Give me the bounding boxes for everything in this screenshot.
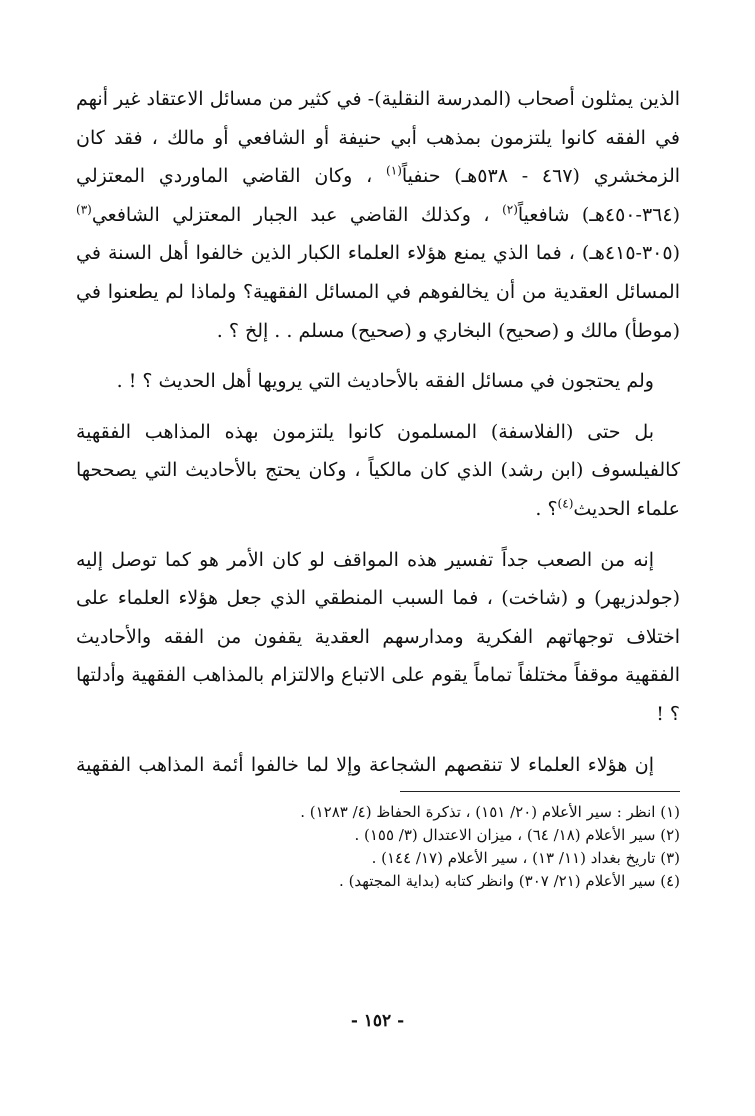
paragraph-5-text: إن هؤلاء العلماء لا تنقصهم الشجاعة وإلا لما خالفوا أئمة المذاهب الفقهية <box>76 753 654 776</box>
footnote-1: (١) انظر : سير الأعلام (٢٠/ ١٥١) ، تذكرة الحفاظ (٤/ ١٢٨٣) . <box>300 803 680 821</box>
paragraph-1 <box>76 80 680 350</box>
footnotes <box>76 801 680 893</box>
page-number: - ١٥٢ - <box>350 1011 405 1031</box>
paragraph-3-tail: ؟ . <box>535 497 558 520</box>
footnote-3: (٣) تاريخ بغداد (١١/ ١٣) ، سير الأعلام (١٧/ ١٤٤) . <box>371 849 680 867</box>
footnote-4: (٤) سير الأعلام (٢١/ ٣٠٧) وانظر كتابه (بداية المجتهد) . <box>339 872 680 890</box>
paragraph-5 <box>76 746 680 785</box>
footnote-ref-2: (٢) <box>502 202 518 217</box>
paragraph-1-text-2: ، وكان القاضي الماوردي المعتزلي (٣٦٤-٤٥٠هـ) شافعياً <box>76 165 680 226</box>
paragraph-2-text: ولم يحتجون في مسائل الفقه بالأحاديث التي يرويها أهل الحديث ؟ ! . <box>116 370 654 393</box>
paragraph-2 <box>76 362 680 401</box>
paragraph-1-text-4: (٣٠٥-٤١٥هـ) ، فما الذي يمنع هؤلاء العلماء الكبار الذين خالفوا أهل السنة في المسائل العقدية من أن يخالفوهم في المسائل الفقهية؟ ولماذا لم يطعنوا في (موطأ) مالك و (صحيح) البخاري و (صحيح) مسلم . . إلخ ؟ . <box>76 242 680 342</box>
paragraph-3-text: بل حتى (الفلاسفة) المسلمون كانوا يلتزمون بهذه المذاهب الفقهية كالفيلسوف (ابن رشد) الذي كان مالكياً ، وكان يحتج بالأحاديث التي يصححها علماء الحديث <box>76 420 680 520</box>
paragraph-1-text-3: ، وكذلك القاضي عبد الجبار المعتزلي الشافعي <box>91 203 490 226</box>
footnote-separator <box>400 791 680 792</box>
paragraph-1-text: الذين يمثلون أصحاب (المدرسة النقلية)- في كثير من مسائل الاعتقاد غير أنهم في الفقه كانوا يلتزمون بمذهب أبي حنيفة أو الشافعي أو مالك ، فقد كان الزمخشري (٤٦٧ - ٥٣٨هـ) حنفياً <box>76 88 681 188</box>
paragraph-4 <box>76 541 680 734</box>
footnote-ref-3: (٣) <box>76 202 92 217</box>
paragraph-4-text: إنه من الصعب جداً تفسير هذه المواقف لو كان الأمر هو كما توصل إليه (جولدزيهر) و (شاخت) ، فما السبب المنطقي الذي جعل هؤلاء العلماء على اختلاف توجهاتهم الفكرية ومدارسهم العقدية يقفون من الفقه والأحاديث الفقهية موقفاً مختلفاً تماماً يقوم على الاتباع والالتزام بالمذاهب الفقهية وأدلتها ؟ ! <box>76 548 680 725</box>
footnote-ref-4: (٤) <box>557 496 574 511</box>
paragraph-3 <box>76 413 680 529</box>
main-text <box>76 80 680 784</box>
footnote-ref-1: (١) <box>386 163 402 178</box>
footnote-2: (٢) سير الأعلام (١٨/ ٦٤) ، ميزان الاعتدال (٣/ ١٥٥) . <box>354 826 680 844</box>
